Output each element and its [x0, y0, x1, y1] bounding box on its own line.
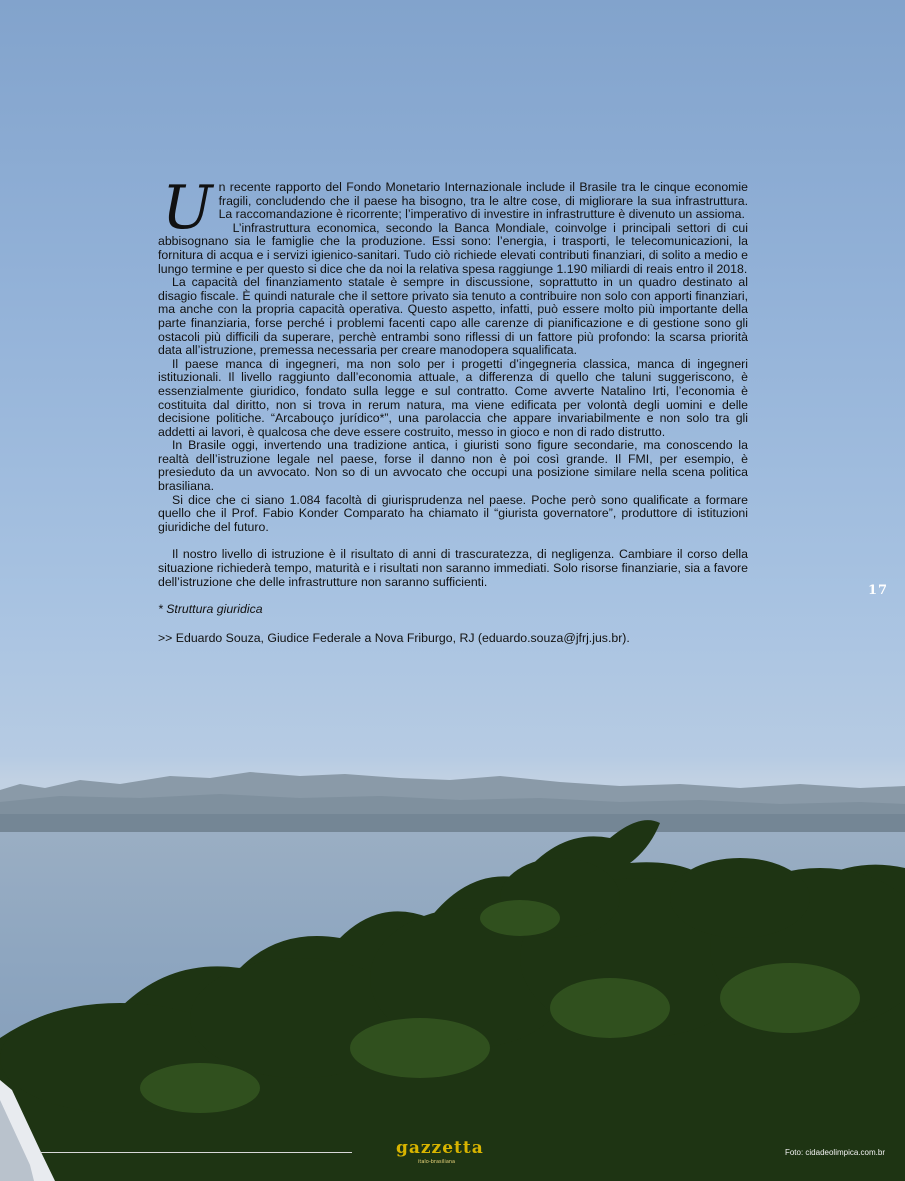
paragraph: La capacità del finanziamento statale è sempre in discussione, soprattutto in un quadro destinato al disagio fiscale. È quindi naturale che il settore privato sia tenuto a contribuire non solo con apporti finanziari, ma anche con la propria capacità operativa. Questo aspetto, infatti, può essere molto più importante della parte finanziaria, forse perché i problemi facenti capo alle carenze di pianificazione e di gestione sono gli ostacoli più difficili da superare, perchè entrambi sono riflessi di un fattore più profondo: la scarsa priorità data all’istruzione, premessa necessaria per creare manodopera squalificata.: [158, 275, 748, 358]
paragraph: L’infrastruttura economica, secondo la Banca Mondiale, coinvolge i principali settori di cui abbisognano sia le famiglie che la produzione. Essi sono: l’energia, i trasporti, le telecomunicazioni, la fornitura di acqua e i servizi igienico-sanitari. Tudo ciò richiede elevati contributi finanziari, di solito a medio e lungo termine e per questo si dice che da noi la relativa spesa raggiunge 1.190 miliardi di reais entro il 2018.: [158, 220, 748, 276]
paragraph-intro: [158, 173, 748, 243]
page-number: 17: [868, 583, 889, 598]
paragraph: Il nostro livello di istruzione è il risultato di anni di trascuratezza, di negligenza. Cambiare il corso della situazione richiederà tempo, maturità e i risultati non saranno immediati. Solo risorse finanziarie, sia a favore dell’istruzione che delle infrastrutture non saranno sufficienti.: [158, 547, 748, 589]
photo-credit: Foto: cidadeolimpica.com.br: [784, 1148, 885, 1157]
author-signature: >> Eduardo Souza, Giudice Federale a Nova Friburgo, RJ (eduardo.souza@jfrj.jus.br).: [158, 630, 630, 645]
paragraph: In Brasile oggi, invertendo una tradizione antica, i giuristi sono figure secondarie, ma conoscendo la realtà dell’istruzione legale nel paese, forse il danno non è poi così grande. Il FMI, per esempio, è presieduto da un avvocato. Non so di un avvocato che occupi una posizione similare nella scena politica brasiliana.: [158, 438, 748, 494]
tree-foliage: [0, 808, 905, 1181]
footnote: * Struttura giuridica: [158, 602, 263, 617]
article-body: [158, 173, 748, 645]
magazine-logo: [396, 1138, 508, 1168]
drop-cap: U: [162, 173, 213, 243]
boat-hull: [0, 1080, 60, 1181]
footer-divider: [40, 1152, 352, 1153]
logo-text: gazzetta: [396, 1138, 484, 1158]
logo-subtitle: italo-brasiliana: [418, 1159, 456, 1165]
paragraph: Si dice che ci siano 1.084 facoltà di giurisprudenza nel paese. Poche però sono qualificate a formare quello che il Prof. Fabio Konder Comparato ha chiamato il “giurista governatore”, produttore di istituzioni giuridiche del futuro.: [158, 492, 748, 534]
paragraph-intro-text: n recente rapporto del Fondo Monetario Internazionale include il Brasile tra le cinque economie fragili, concludendo che il paese ha bisogno, tra le altre cose, di migliorare la sua infrastruttura. La raccomandazione è ricorrente; l’imperativo di investire in infrastrutture è divenuto un assioma.: [218, 180, 748, 222]
paragraph: Il paese manca di ingegneri, ma non solo per i progetti d’ingegneria classica, manca di ingegneri istituzionali. Il livello raggiunto dall’economia attuale, a differenza di quello che taluni suggeriscono, è essenzialmente giuridico, fondato sulla legge e sul contratto. Come avverte Natalino Irti, l’economia è costituita dal diritto, non si trova in rerum natura, ma viene edificata per volontà degli uomini e delle decisione politiche. “Arcabouço jurídico*”, una parolaccia che appare invariabilmente e non solo tra gli addetti ai lavori, è qualcosa che deve essere costruito, messo in gioco e non di rado distrutto.: [158, 356, 748, 439]
paragraph-spacer: [158, 534, 748, 548]
